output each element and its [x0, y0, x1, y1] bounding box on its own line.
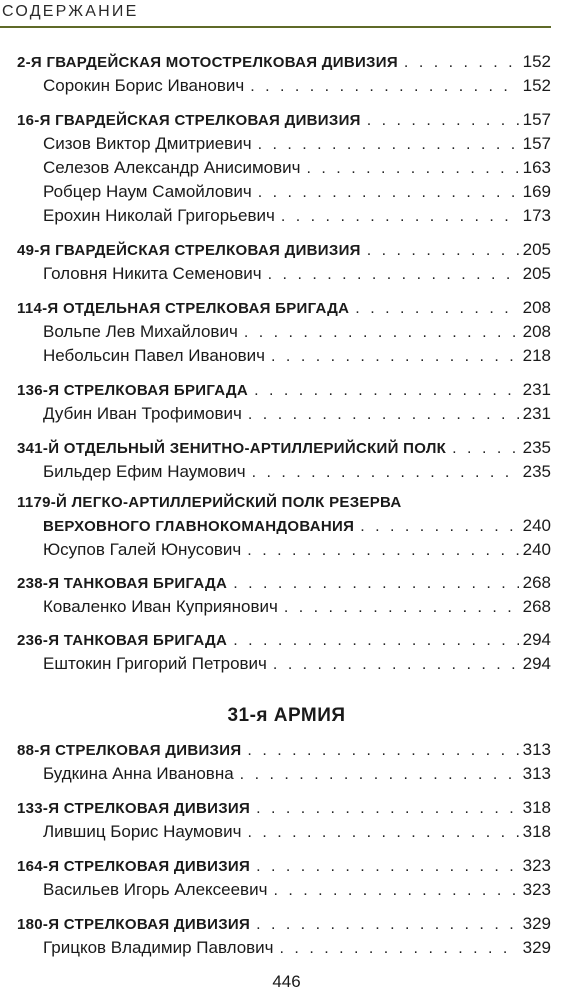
toc-unit-entry: [17, 52, 551, 76]
leader-dots: [281, 208, 519, 226]
person-name: Небольсин Павел Иванович: [43, 346, 266, 365]
page-ref: 268: [522, 573, 551, 592]
leader-dots: [284, 599, 519, 617]
leader-dots: [280, 940, 519, 958]
page-ref: 294: [522, 654, 551, 673]
page-ref: 318: [522, 822, 551, 841]
leader-dots: [367, 112, 519, 130]
page-ref: 152: [522, 76, 551, 95]
page-ref: 163: [522, 158, 551, 177]
page-ref: 329: [522, 914, 551, 933]
leader-dots: [307, 160, 519, 178]
leader-dots: [360, 518, 518, 536]
toc-unit-entry: [17, 240, 551, 264]
page-ref: 329: [522, 938, 551, 957]
leader-dots: [258, 184, 519, 202]
toc-unit-entry: [17, 630, 551, 654]
toc-unit-entry: [17, 856, 551, 880]
page-ref: 235: [522, 462, 551, 481]
page-header: [0, 0, 573, 28]
person-name: Бильдер Ефим Наумович: [43, 462, 246, 481]
page-ref: 157: [522, 110, 551, 129]
unit-name: 238-Я ТАНКОВАЯ БРИГАДА: [17, 575, 228, 592]
toc-person-entry: [43, 182, 551, 206]
unit-name: 236-Я ТАНКОВАЯ БРИГАДА: [17, 632, 228, 649]
page-ref: 318: [522, 798, 551, 817]
toc-person-entry: [43, 597, 551, 621]
toc-person-entry: [43, 938, 551, 962]
toc-person-entry: [43, 158, 551, 182]
leader-dots: [273, 882, 518, 900]
unit-name: 180-Я СТРЕЛКОВАЯ ДИВИЗИЯ: [17, 916, 251, 933]
person-name: Вольпе Лев Михайлович: [43, 322, 238, 341]
person-name: Головня Никита Семенович: [43, 264, 262, 283]
toc-unit-entry: [17, 573, 551, 597]
person-name: Лившиц Борис Наумович: [43, 822, 242, 841]
page-ref: 294: [522, 630, 551, 649]
person-name: Дубин Иван Трофимович: [43, 404, 242, 423]
toc-person-entry: [43, 540, 551, 564]
page-ref: 205: [522, 264, 551, 283]
page-ref: 313: [522, 764, 551, 783]
page-ref: 218: [522, 346, 551, 365]
unit-name: 136-Я СТРЕЛКОВАЯ БРИГАДА: [17, 382, 249, 399]
leader-dots: [271, 348, 519, 366]
person-name: Ерохин Николай Григорьевич: [43, 206, 275, 225]
toc-person-entry: [43, 264, 551, 288]
page-ref: 205: [522, 240, 551, 259]
toc-person-entry: [43, 322, 551, 346]
unit-name: ВЕРХОВНОГО ГЛАВНОКОМАНДОВАНИЯ: [43, 518, 355, 535]
toc-person-entry: [43, 764, 551, 788]
page-ref: 208: [522, 322, 551, 341]
leader-dots: [254, 382, 519, 400]
toc-person-entry: [43, 404, 551, 428]
page-ref: 173: [522, 206, 551, 225]
person-name: Ештокин Григорий Петрович: [43, 654, 267, 673]
page-ref: 268: [522, 597, 551, 616]
toc-person-entry: [43, 654, 551, 678]
person-name: Коваленко Иван Куприянович: [43, 597, 278, 616]
leader-dots: [273, 656, 519, 674]
leader-dots: [247, 824, 518, 842]
person-name: Сизов Виктор Дмитриевич: [43, 134, 252, 153]
unit-name: 164-Я СТРЕЛКОВАЯ ДИВИЗИЯ: [17, 858, 251, 875]
page-number: 446: [272, 972, 301, 991]
leader-dots: [248, 406, 519, 424]
leader-dots: [247, 542, 518, 560]
leader-dots: [268, 266, 519, 284]
leader-dots: [240, 766, 519, 784]
toc-person-entry: [43, 462, 551, 486]
page-title: СОДЕРЖАНИЕ: [2, 3, 139, 20]
unit-name: 16-Я ГВАРДЕЙСКАЯ СТРЕЛКОВАЯ ДИВИЗИЯ: [17, 112, 361, 129]
page-ref: 313: [522, 740, 551, 759]
toc-person-entry: [43, 346, 551, 370]
leader-dots: [258, 136, 519, 154]
toc-unit-entry: [17, 380, 551, 404]
unit-name: 341-Й ОТДЕЛЬНЫЙ ЗЕНИТНО-АРТИЛЛЕРИЙСКИЙ ПОЛК: [17, 440, 447, 457]
leader-dots: [355, 300, 518, 318]
toc-person-entry: [43, 880, 551, 904]
toc-person-entry: [43, 76, 551, 100]
unit-name: 49-Я ГВАРДЕЙСКАЯ СТРЕЛКОВАЯ ДИВИЗИЯ: [17, 242, 361, 259]
person-name: Сорокин Борис Иванович: [43, 76, 245, 95]
person-name: Селезов Александр Анисимович: [43, 158, 301, 177]
person-name: Грицков Владимир Павлович: [43, 938, 274, 957]
unit-name: 88-Я СТРЕЛКОВАЯ ДИВИЗИЯ: [17, 742, 242, 759]
page-ref: 169: [522, 182, 551, 201]
page-ref: 231: [522, 404, 551, 423]
leader-dots: [244, 324, 519, 342]
unit-name: 114-Я ОТДЕЛЬНАЯ СТРЕЛКОВАЯ БРИГАДА: [17, 300, 350, 317]
page-ref: 152: [522, 52, 551, 71]
unit-name: 2-Я ГВАРДЕЙСКАЯ МОТОСТРЕЛКОВАЯ ДИВИЗИЯ: [17, 54, 398, 71]
person-name: Юсупов Галей Юнусович: [43, 540, 242, 559]
toc-unit-entry: [17, 110, 551, 134]
toc-unit-entry: [17, 798, 551, 822]
person-name: Робцер Наум Самойлович: [43, 182, 252, 201]
leader-dots: [233, 632, 518, 650]
leader-dots: [256, 800, 519, 818]
toc-unit-entry: [17, 298, 551, 322]
leader-dots: [250, 78, 518, 96]
unit-name-line1: 1179-Й ЛЕГКО-АРТИЛЛЕРИЙСКИЙ ПОЛК РЕЗЕРВА: [17, 494, 402, 511]
leader-dots: [256, 916, 519, 934]
page-ref: 235: [522, 438, 551, 457]
page-ref: 323: [522, 856, 551, 875]
section-heading: 31-я АРМИЯ: [227, 705, 346, 726]
toc-unit-entry: [17, 740, 551, 764]
toc-unit-entry: [17, 438, 551, 462]
toc-person-entry: [43, 822, 551, 846]
toc-unit-entry: [43, 516, 551, 540]
page-ref: 240: [522, 516, 551, 535]
leader-dots: [247, 742, 518, 760]
unit-name: 133-Я СТРЕЛКОВАЯ ДИВИЗИЯ: [17, 800, 251, 817]
leader-dots: [367, 242, 519, 260]
page-ref: 208: [522, 298, 551, 317]
leader-dots: [252, 464, 519, 482]
leader-dots: [404, 54, 519, 72]
page-ref: 323: [522, 880, 551, 899]
person-name: Васильев Игорь Алексеевич: [43, 880, 268, 899]
header-rule: [0, 26, 551, 28]
leader-dots: [256, 858, 519, 876]
page-ref: 231: [522, 380, 551, 399]
leader-dots: [452, 440, 518, 458]
toc-unit-entry: [17, 914, 551, 938]
page-ref: 240: [522, 540, 551, 559]
toc-person-entry: [43, 206, 551, 230]
toc-person-entry: [43, 134, 551, 158]
leader-dots: [233, 575, 518, 593]
page-ref: 157: [522, 134, 551, 153]
person-name: Будкина Анна Ивановна: [43, 764, 234, 783]
